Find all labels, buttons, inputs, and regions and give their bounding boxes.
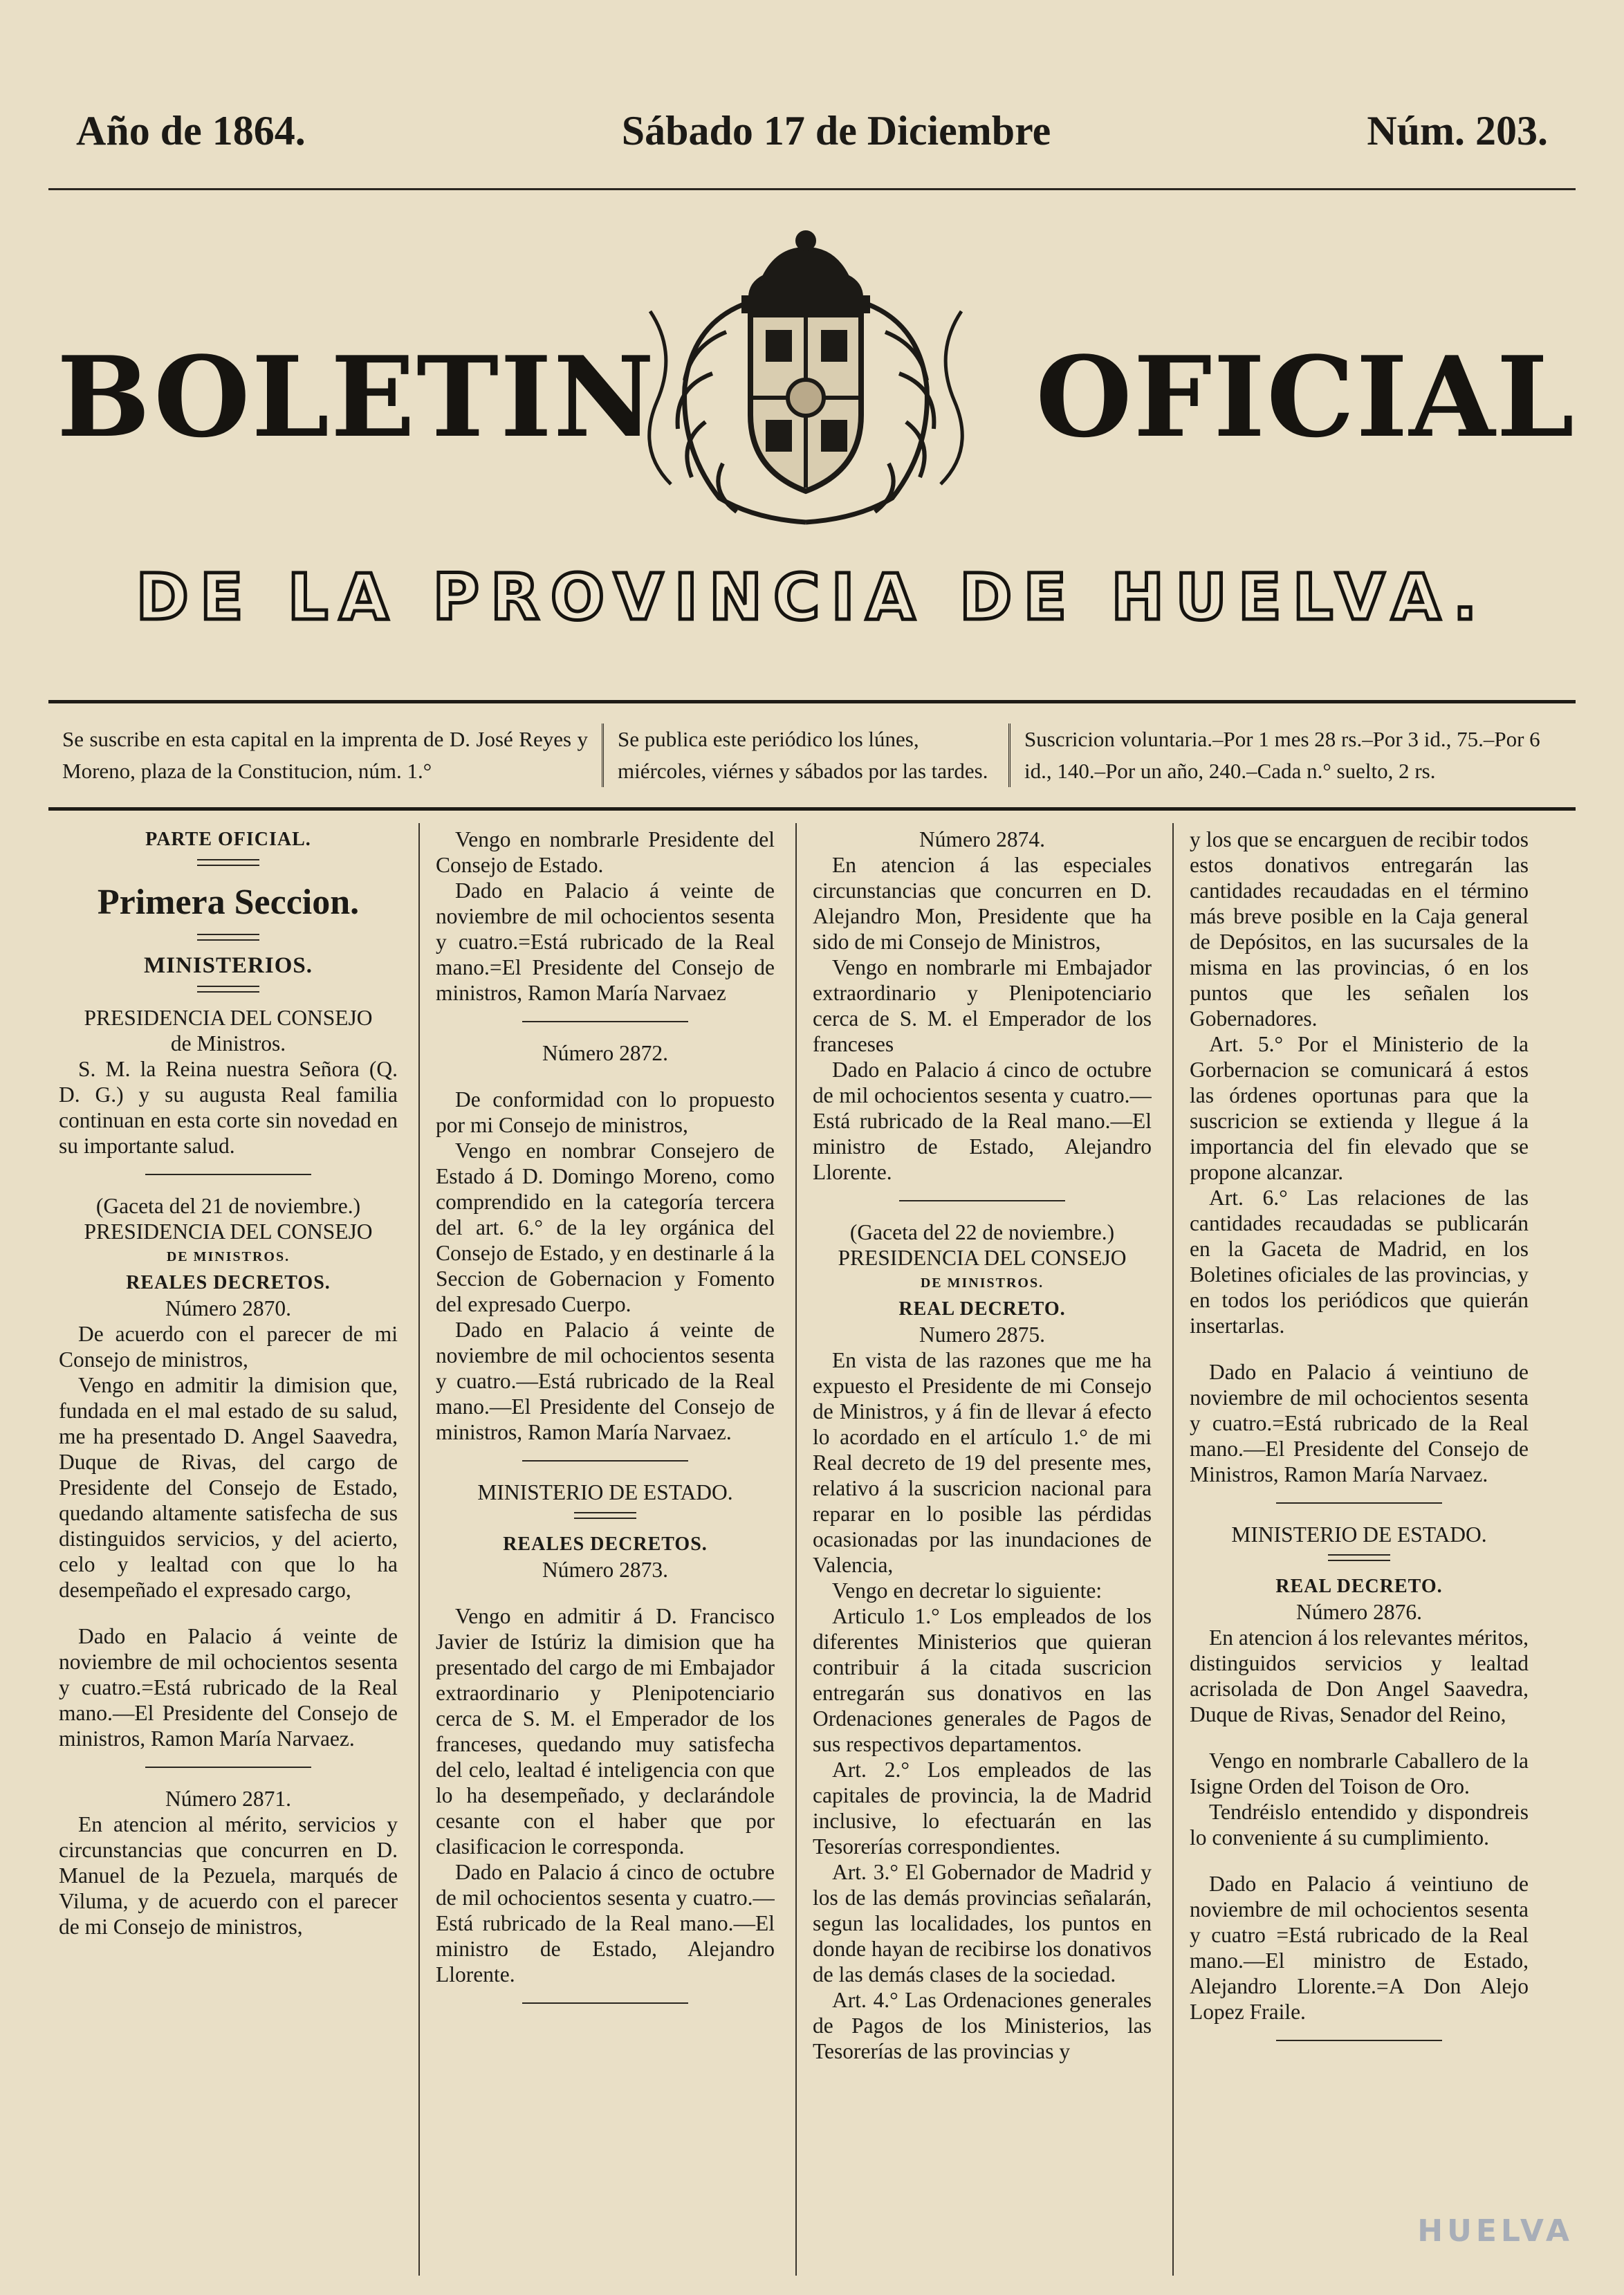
column-1	[59, 827, 398, 2293]
paragraph: Dado en Palacio á veinte de noviembre de mil ochocientos sesenta y cuatro.=Está rubricado de la Real mano.—El Presidente del Consejo de ministros, Ramon María Narvaez.	[59, 1624, 398, 1751]
gazette-reference: (Gaceta del 22 de noviembre.)	[849, 1220, 1115, 1244]
decree-heading: REALES DECRETOS.	[503, 1533, 708, 1555]
divider-rule	[1276, 1502, 1442, 1504]
decree-number: Número 2874.	[919, 827, 1045, 851]
decree-heading: REAL DECRETO.	[898, 1298, 1066, 1320]
department-heading: PRESIDENCIA DEL CONSEJO	[84, 1006, 373, 1030]
paragraph: Art. 4.° Las Ordenaciones generales de Pagos de los Ministerios, las Tesorerías de las provincias y	[813, 1988, 1152, 2063]
ministry-heading: MINISTERIO DE ESTADO.	[477, 1480, 733, 1504]
paragraph: y los que se encarguen de recibir todos estos donativos entregarán las cantidades recaudadas en el término más breve posible en la Caja general de Depósitos, en las sucursales de la misma en las provincias, ó en los puntos que les señalen los Gobernadores.	[1190, 827, 1529, 1031]
ornament-divider	[1328, 1554, 1390, 1561]
divider-rule	[522, 2002, 688, 2004]
paragraph: Tendréislo entendido y dispondreis lo conveniente á su cumplimiento.	[1190, 1800, 1529, 1850]
paragraph: Dado en Palacio á cinco de octubre de mil ochocientos sesenta y cuatro.—Está rubricado de la Real mano.—El ministro de Estado, Alejandro Llorente.	[813, 1058, 1152, 1184]
library-stamp: HUELVA	[1417, 2213, 1574, 2249]
paragraph: De acuerdo con el parecer de mi Consejo de ministros,	[59, 1322, 398, 1372]
paragraph: Vengo en nombrarle Presidente del Consejo de Estado.	[436, 827, 775, 877]
paragraph: Art. 5.° Por el Ministerio de la Gorbernacion se comunicará á estos las órdenes oportunas para que la suscricion se extienda y llegue á la importancia del fin elevado que se propone alcanzar.	[1190, 1032, 1529, 1184]
divider-rule	[145, 1174, 311, 1175]
paragraph: Vengo en admitir la dimision que, fundada en el mal estado de su salud, me ha presentado D. Angel Saavedra, Duque de Rivas, del cargo de Presidente del Consejo de Estado, quedando altamente satisfecha de sus distinguidos servicios, y del acierto, celo y lealtad con que lo ha desempeñado el expresado cargo,	[59, 1373, 398, 1602]
decree-heading: REAL DECRETO.	[1275, 1576, 1443, 1597]
paragraph: Art. 6.° Las relaciones de las cantidades recaudadas se publicarán en la Gaceta de Madrid, en los Boletines oficiales de las provincias, y en todos los periódicos que quierán insertarlas.	[1190, 1186, 1529, 1338]
paragraph: Vengo en admitir á D. Francisco Javier de Istúriz la dimision que ha presentado del cargo de mi Embajador extraordinario y Plenipotenciario cerca de S. M. el Emperador de los franceses, quedando muy satisfecha del celo, lealtad é inteligencia con que lo ha desempeñado, y declarándole cesante con el haber que por clasificacion le corresponda.	[436, 1604, 775, 1859]
column-3	[813, 827, 1152, 2293]
department-subheading: DE MINISTROS.	[920, 1275, 1044, 1291]
decree-number: Número 2873.	[542, 1558, 668, 1582]
divider-rule	[1276, 2040, 1442, 2041]
subscribe-info: Se suscribe en esta capital en la imprenta de D. José Reyes y Moreno, plaza de la Constitucion, núm. 1.°	[62, 727, 588, 783]
ornament-divider	[197, 934, 259, 941]
masthead-word-left: BOLETIN	[57, 332, 656, 462]
divider-rule	[899, 1200, 1065, 1201]
masthead-word-right: OFICIAL	[1035, 332, 1576, 462]
decree-number: Número 2871.	[165, 1787, 291, 1811]
department-heading: PRESIDENCIA DEL CONSEJO	[84, 1219, 373, 1244]
divider-rule	[522, 1021, 688, 1022]
date-label: Sábado 17 de Diciembre	[621, 108, 1051, 154]
top-rule	[48, 188, 1576, 190]
decree-number: Numero 2875.	[919, 1322, 1045, 1347]
article-columns	[59, 827, 1535, 2279]
section-heading: PARTE OFICIAL.	[145, 829, 311, 850]
paragraph: En atencion á los relevantes méritos, distinguidos servicios y lealtad acrisolada de Don Angel Saavedra, Duque de Rivas, Senador del Reino,	[1190, 1625, 1529, 1726]
decree-number: Número 2876.	[1296, 1600, 1422, 1624]
department-subheading: DE MINISTROS.	[166, 1249, 290, 1264]
column-4	[1190, 827, 1529, 2293]
decree-number: Número 2870.	[165, 1296, 291, 1320]
paragraph: Vengo en nombrarle Caballero de la Isigne Orden del Toison de Oro.	[1190, 1749, 1529, 1798]
decree-number: Número 2872.	[542, 1041, 668, 1065]
spacer	[1190, 1338, 1529, 1359]
coat-of-arms-icon	[609, 228, 1003, 526]
paragraph: Vengo en decretar lo siguiente:	[832, 1578, 1102, 1603]
ministries-heading: MINISTERIOS.	[144, 953, 313, 978]
paragraph: Dado en Palacio á veinte de noviembre de mil ochocientos sesenta y cuatro.—Está rubricado de la Real mano.—El Presidente del Consejo de ministros, Ramon María Narvaez.	[436, 1318, 775, 1444]
schedule-info: Se publica este periódico los lúnes, miércoles, viérnes y sábados por las tardes.	[602, 723, 1011, 787]
issue-number: Núm. 203.	[1367, 108, 1548, 154]
masthead	[48, 228, 1576, 519]
paragraph: En atencion á las especiales circunstancias que concurren en D. Alejandro Mon, Presidente que ha sido de mi Consejo de Ministros,	[813, 853, 1152, 954]
ornament-divider	[574, 1512, 636, 1519]
divider-rule	[145, 1767, 311, 1768]
section-title: Primera Seccion.	[97, 883, 360, 922]
ministry-heading: MINISTERIO DE ESTADO.	[1231, 1522, 1487, 1547]
masthead-subtitle: DE LA PROVINCIA DE HUELVA.	[136, 560, 1488, 634]
paragraph: Articulo 1.° Los empleados de los diferentes Ministerios que quieran contribuir á la citada suscricion entregarán sus donativos en las Ordenaciones generales de Pagos de sus respectivos departamentos.	[813, 1604, 1152, 1756]
paragraph: Vengo en nombrar Consejero de Estado á D. Domingo Moreno, como comprendido en la categoría tercera del art. 6.° de la ley orgánica del Consejo de Estado, y en destinarle á la Seccion de Gobernacion y Fomento del expresado Cuerpo.	[436, 1139, 775, 1316]
paragraph: S. M. la Reina nuestra Señora (Q. D. G.) y su augusta Real familia continuan en esta corte sin novedad en su importante salud.	[59, 1057, 398, 1158]
paragraph: Art. 3.° El Gobernador de Madrid y los de las demás provincias señalarán, segun las localidades, los puntos en donde hayan de recibirse los donativos de las demás clases de la sociedad.	[813, 1860, 1152, 1987]
paragraph: Art. 2.° Los empleados de las capitales de provincia, la de Madrid inclusive, lo efectuarán en las Tesorerías correspondientes.	[813, 1758, 1152, 1859]
year-label: Año de 1864.	[76, 108, 306, 154]
paragraph: Dado en Palacio á cinco de octubre de mil ochocientos sesenta y cuatro.—Está rubricado de la Real mano.—El ministro de Estado, Alejandro Llorente.	[436, 1860, 775, 1987]
paragraph: Vengo en nombrarle mi Embajador extraordinario y Plenipotenciario cerca de S. M. el Emperador de los franceses	[813, 955, 1152, 1056]
department-heading: PRESIDENCIA DEL CONSEJO	[838, 1246, 1127, 1270]
paragraph: Dado en Palacio á veintiuno de noviembre de mil ochocientos sesenta y cuatro =Está rubricado de la Real mano.—El ministro de Estado, Alejandro Llorente.=A Don Alejo Lopez Fraile.	[1190, 1872, 1529, 2024]
gazette-reference: (Gaceta del 21 de noviembre.)	[95, 1194, 361, 1218]
decree-heading: REALES DECRETOS.	[126, 1272, 331, 1293]
paragraph: De conformidad con lo propuesto por mi Consejo de ministros,	[436, 1087, 775, 1137]
paragraph: Dado en Palacio á veinte de noviembre de mil ochocientos sesenta y cuatro.=Está rubricado de la Real mano.=El Presidente del Consejo de ministros, Ramon María Narvaez	[436, 878, 775, 1005]
spacer	[436, 1066, 775, 1087]
ornament-divider	[197, 986, 259, 993]
paragraph: En atencion al mérito, servicios y circunstancias que concurren en D. Manuel de la Pezuela, marqués de Viluma, y de acuerdo con el parecer de mi Consejo de ministros,	[59, 1812, 398, 1939]
divider-rule	[522, 1460, 688, 1462]
paragraph: Dado en Palacio á veintiuno de noviembre de mil ochocientos sesenta y cuatro.=Está rubricado de la Real mano.—El Presidente del Consejo de Ministros, Ramon María Narvaez.	[1190, 1360, 1529, 1486]
ornament-divider	[197, 859, 259, 866]
column-2	[436, 827, 775, 2293]
paragraph: En vista de las razones que me ha expuesto el Presidente de mi Consejo de Ministros, y á fin de llevar á efecto lo acordado en el artículo 1.° de mi Real decreto de 19 del presente mes, relativo á la suscricion nacional para reparar en lo posible las pérdidas ocasionadas por las inundaciones de Valencia,	[813, 1348, 1152, 1577]
price-info: Suscricion voluntaria.–Por 1 mes 28 rs.–Por 3 id., 75.–Por 6 id., 140.–Por un año, 240.–Cada n.° suelto, 2 rs.	[1024, 727, 1540, 783]
subscription-info-bar	[48, 700, 1576, 811]
spacer	[59, 1603, 398, 1623]
spacer	[1190, 1727, 1529, 1748]
spacer	[436, 1583, 775, 1603]
department-subheading: de Ministros.	[170, 1031, 286, 1056]
spacer	[1190, 1850, 1529, 1871]
dateline	[76, 107, 1548, 155]
